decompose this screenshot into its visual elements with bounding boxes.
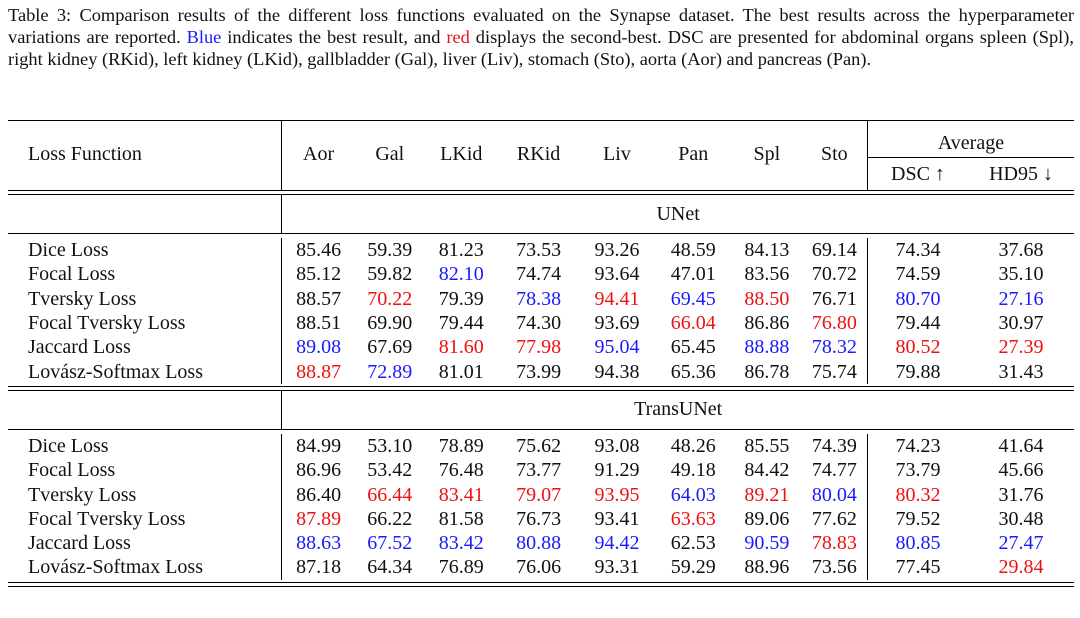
cell-value: 64.34 <box>367 556 413 579</box>
cell-value: 80.04 <box>811 483 857 506</box>
cell-value: 94.38 <box>594 360 640 383</box>
cell-value: 62.53 <box>670 532 716 555</box>
cell-value: 27.39 <box>998 336 1044 359</box>
table-row <box>8 555 1074 579</box>
loss-name: Focal Loss <box>28 263 116 286</box>
cell-value: 79.44 <box>867 311 968 335</box>
cell-value: 80.32 <box>867 482 968 506</box>
table-row <box>8 434 1074 458</box>
cell-value: 83.41 <box>438 483 484 506</box>
cell-value: 30.48 <box>998 507 1044 530</box>
table-row <box>8 531 1074 555</box>
table-row <box>8 458 1074 482</box>
section-title-row <box>8 391 1074 430</box>
cell-value: 63.63 <box>670 507 716 530</box>
section-transunet <box>8 391 1074 434</box>
cell-value: 89.06 <box>744 507 790 530</box>
cell-value: 93.69 <box>594 312 640 335</box>
table-row <box>8 287 1074 311</box>
cell-value: 84.99 <box>282 434 355 458</box>
cell-value: 30.97 <box>998 312 1044 335</box>
cell-value: 76.06 <box>516 556 562 579</box>
cell-value: 66.44 <box>367 483 413 506</box>
cell-value: 53.10 <box>367 434 413 457</box>
cell-value: 93.41 <box>594 507 640 530</box>
cell-value: 48.26 <box>670 434 716 457</box>
cell-value: 31.43 <box>998 360 1044 383</box>
cell-value: 84.13 <box>744 239 790 262</box>
cell-value: 73.99 <box>516 360 562 383</box>
cell-value: 65.36 <box>670 360 716 383</box>
cell-value: 65.45 <box>670 336 716 359</box>
header-col-sto: Sto <box>802 121 868 191</box>
cell-value: 47.01 <box>670 263 716 286</box>
cell-value: 73.77 <box>516 459 562 482</box>
table-row <box>8 311 1074 335</box>
cell-value: 27.16 <box>998 287 1044 310</box>
cell-value: 81.60 <box>438 336 484 359</box>
section-title-transunet: TransUNet <box>282 391 1074 430</box>
loss-name: Focal Tversky Loss <box>28 312 186 335</box>
cell-value: 67.69 <box>367 336 413 359</box>
cell-value: 80.70 <box>867 287 968 311</box>
cell-value: 88.51 <box>282 311 355 335</box>
section-title-unet: UNet <box>282 195 1074 234</box>
cell-value: 93.95 <box>594 483 640 506</box>
loss-name: Jaccard Loss <box>28 336 131 359</box>
cell-value: 70.22 <box>367 287 413 310</box>
cell-value: 73.79 <box>867 458 968 482</box>
cell-value: 31.76 <box>998 483 1044 506</box>
cell-value: 81.23 <box>438 239 484 262</box>
header-col-pan: Pan <box>655 121 732 191</box>
loss-name: Focal Loss <box>28 459 116 482</box>
cell-value: 75.74 <box>811 360 857 383</box>
cell-value: 74.30 <box>516 312 562 335</box>
cell-value: 94.42 <box>594 532 640 555</box>
cell-value: 29.84 <box>998 556 1044 579</box>
cell-value: 59.82 <box>367 263 413 286</box>
cell-value: 74.59 <box>867 262 968 286</box>
cell-value: 69.45 <box>670 287 716 310</box>
loss-name: Jaccard Loss <box>28 532 131 555</box>
cell-value: 85.12 <box>282 262 355 286</box>
cell-value: 48.59 <box>670 239 716 262</box>
loss-name: Tversky Loss <box>28 483 137 506</box>
section-unet <box>8 195 1074 238</box>
cell-value: 85.46 <box>282 238 355 262</box>
loss-name: Tversky Loss <box>28 287 137 310</box>
cell-value: 76.89 <box>438 556 484 579</box>
cell-value: 77.62 <box>811 507 857 530</box>
cell-value: 86.40 <box>282 482 355 506</box>
table-caption <box>8 4 1074 70</box>
header-col-spl: Spl <box>732 121 802 191</box>
header-row-top <box>8 121 1074 158</box>
cell-value: 66.22 <box>367 507 413 530</box>
cell-value: 80.52 <box>867 335 968 359</box>
cell-value: 82.10 <box>438 263 484 286</box>
cell-value: 74.77 <box>811 459 857 482</box>
header-col-gal: Gal <box>355 121 425 191</box>
cell-value: 73.53 <box>516 239 562 262</box>
header-loss-function: Loss Function <box>8 121 282 191</box>
cell-value: 79.44 <box>438 312 484 335</box>
table-row <box>8 482 1074 506</box>
results-table <box>8 120 1074 587</box>
header-col-aor: Aor <box>282 121 355 191</box>
table-row <box>8 335 1074 359</box>
cell-value: 78.89 <box>438 434 484 457</box>
header-col-liv: Liv <box>579 121 654 191</box>
cell-value: 88.87 <box>282 359 355 383</box>
cell-value: 88.57 <box>282 287 355 311</box>
header-col-lkid: LKid <box>425 121 498 191</box>
cell-value: 76.80 <box>811 312 857 335</box>
cell-value: 72.89 <box>367 360 413 383</box>
cell-value: 81.58 <box>438 507 484 530</box>
cell-value: 79.88 <box>867 359 968 383</box>
cell-value: 67.52 <box>367 532 413 555</box>
cell-value: 78.32 <box>811 336 857 359</box>
cell-value: 41.64 <box>998 434 1044 457</box>
cell-value: 87.89 <box>282 507 355 531</box>
cell-value: 59.29 <box>670 556 716 579</box>
cell-value: 83.56 <box>744 263 790 286</box>
loss-name: Dice Loss <box>28 434 109 457</box>
cell-value: 59.39 <box>367 239 413 262</box>
cell-value: 53.42 <box>367 459 413 482</box>
table-row <box>8 262 1074 286</box>
cell-value: 81.01 <box>438 360 484 383</box>
cell-value: 94.41 <box>594 287 640 310</box>
table-row <box>8 507 1074 531</box>
section-unet-rows <box>8 238 1074 384</box>
cell-value: 85.55 <box>744 434 790 457</box>
caption-blue-word: Blue <box>186 27 222 47</box>
cell-value: 93.26 <box>594 239 640 262</box>
loss-name: Lovász-Softmax Loss <box>28 360 203 383</box>
cell-value: 88.88 <box>744 336 790 359</box>
cell-value: 93.31 <box>594 556 640 579</box>
cell-value: 80.88 <box>516 532 562 555</box>
cell-value: 27.47 <box>998 532 1044 555</box>
loss-name: Dice Loss <box>28 239 109 262</box>
cell-value: 89.08 <box>282 335 355 359</box>
header-average: Average <box>867 121 1074 158</box>
cell-value: 79.52 <box>867 507 968 531</box>
cell-value: 73.56 <box>811 556 857 579</box>
cell-value: 79.39 <box>438 287 484 310</box>
section-title-row <box>8 195 1074 234</box>
cell-value: 64.03 <box>670 483 716 506</box>
cell-value: 88.63 <box>282 531 355 555</box>
cell-value: 76.48 <box>438 459 484 482</box>
cell-value: 95.04 <box>594 336 640 359</box>
header-col-rkid: RKid <box>498 121 580 191</box>
cell-value: 88.50 <box>744 287 790 310</box>
cell-value: 78.38 <box>516 287 562 310</box>
cell-value: 77.98 <box>516 336 562 359</box>
cell-value: 76.73 <box>516 507 562 530</box>
cell-value: 79.07 <box>516 483 562 506</box>
cell-value: 86.86 <box>744 312 790 335</box>
cell-value: 49.18 <box>670 459 716 482</box>
cell-value: 74.39 <box>811 434 857 457</box>
cell-value: 35.10 <box>998 263 1044 286</box>
cell-value: 37.68 <box>998 239 1044 262</box>
caption-red-word: red <box>446 27 470 47</box>
caption-text-2: indicates the best result, and <box>221 27 447 47</box>
caption-text-1: Table 3: Comparison results of the different loss functions evaluated on the Synapse dataset. The best results across the hyperparameter variations are reported. <box>8 5 1074 47</box>
cell-value: 77.45 <box>867 555 968 579</box>
cell-value: 86.78 <box>744 360 790 383</box>
header-hd95: HD95 ↓ <box>989 162 1053 185</box>
table-row <box>8 238 1074 262</box>
cell-value: 83.42 <box>438 532 484 555</box>
cell-value: 93.64 <box>594 263 640 286</box>
cell-value: 74.23 <box>867 434 968 458</box>
cell-value: 69.14 <box>811 239 857 262</box>
cell-value: 87.18 <box>282 555 355 579</box>
cell-value: 86.96 <box>282 458 355 482</box>
cell-value: 74.74 <box>516 263 562 286</box>
cell-value: 84.42 <box>744 459 790 482</box>
cell-value: 66.04 <box>670 312 716 335</box>
cell-value: 45.66 <box>998 459 1044 482</box>
table-row <box>8 359 1074 383</box>
loss-name: Lovász-Softmax Loss <box>28 556 203 579</box>
cell-value: 78.83 <box>811 532 857 555</box>
section-transunet-rows <box>8 434 1074 580</box>
cell-value: 91.29 <box>594 459 640 482</box>
cell-value: 80.85 <box>867 531 968 555</box>
loss-name: Focal Tversky Loss <box>28 507 186 530</box>
cell-value: 90.59 <box>744 532 790 555</box>
header-dsc: DSC ↑ <box>867 158 968 191</box>
cell-value: 69.90 <box>367 312 413 335</box>
cell-value: 74.34 <box>867 238 968 262</box>
cell-value: 89.21 <box>744 483 790 506</box>
caption-text-3: displays the second-best. DSC are presented for abdominal organs spleen (Spl), right kidney (RKid), left kidney (LKid), gallbladder (Gal), liver (Liv), stomach (Sto), aorta (Aor) and pancreas (Pan). <box>8 27 1074 69</box>
cell-value: 88.96 <box>744 556 790 579</box>
cell-value: 70.72 <box>811 263 857 286</box>
cell-value: 93.08 <box>594 434 640 457</box>
cell-value: 75.62 <box>516 434 562 457</box>
double-rule-3 <box>8 582 1074 587</box>
cell-value: 76.71 <box>811 287 857 310</box>
